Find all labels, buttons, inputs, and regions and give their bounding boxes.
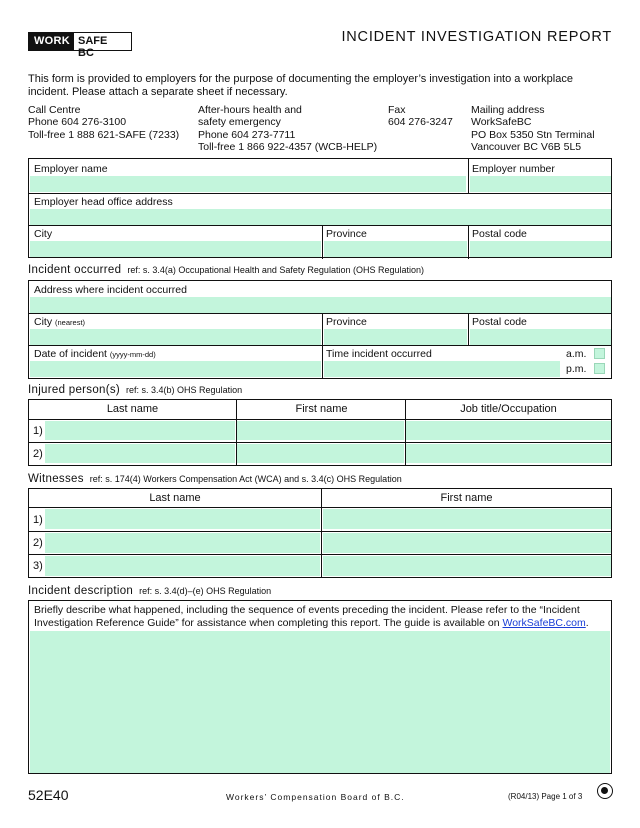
incident-postal-input[interactable] — [470, 329, 611, 345]
logo-safe-text: SAFE BC — [78, 35, 108, 59]
description-section — [28, 600, 612, 774]
description-textarea[interactable] — [30, 631, 610, 773]
contact-call-centre — [28, 104, 179, 141]
description-ref: ref: s. 3.4(d)–(e) OHS Regulation — [139, 586, 272, 596]
am-checkbox[interactable] — [594, 348, 605, 359]
incident-address-label: Address where incident occurred — [34, 284, 187, 296]
witness-row-number: 2) — [33, 537, 43, 549]
witnesses-table — [28, 488, 612, 578]
witness-2-last-input[interactable] — [45, 533, 320, 553]
incident-province-label: Province — [326, 316, 367, 328]
employer-number-label: Employer number — [472, 163, 555, 175]
injured-section-title — [28, 384, 242, 396]
contact-line: Vancouver BC V6B 5L5 — [471, 141, 582, 154]
incident-province-input[interactable] — [324, 329, 467, 345]
incident-address-input[interactable] — [30, 297, 611, 313]
divider — [468, 225, 469, 259]
injured-title: Injured person(s) — [28, 384, 121, 396]
contact-line: Fax — [388, 104, 406, 116]
contact-mailing — [471, 104, 595, 154]
witnesses-col-last: Last name — [149, 492, 201, 504]
employer-city-input[interactable] — [30, 241, 321, 257]
incident-city-input[interactable] — [30, 329, 321, 345]
contact-line: Toll-free 1 888 621-SAFE (7233) — [28, 128, 180, 141]
witness-1-last-input[interactable] — [45, 509, 320, 529]
pm-checkbox[interactable] — [594, 363, 605, 374]
employer-postal-label: Postal code — [472, 228, 527, 240]
divider — [321, 489, 322, 577]
witness-3-last-input[interactable] — [45, 556, 320, 576]
employer-section — [28, 158, 612, 258]
intro-text: This form is provided to employers for the purpose of documenting the employer’s investigation into a workplace incident. Please attach a separate sheet if necessary. — [28, 73, 573, 98]
form-code: 52E40 — [28, 787, 69, 803]
divider — [322, 225, 323, 259]
witnesses-col-first: First name — [440, 492, 493, 504]
contact-line: safety emergency — [198, 116, 281, 129]
page-number: (R04/13) Page 1 of 3 — [508, 792, 583, 801]
employer-name-input[interactable] — [30, 176, 466, 192]
description-text: Briefly describe what happened, including the sequence of events preceding the incident. Please refer to the “Incident Investigation Reference Guide” for assistance when completing this report. The guide is available on — [34, 604, 580, 629]
footer-org: Workers’ Compensation Board of B.C. — [226, 792, 405, 802]
injured-1-first-input[interactable] — [237, 421, 404, 440]
incident-postal-label: Postal code — [472, 316, 527, 328]
contact-line: Call Centre — [28, 104, 81, 116]
description-title: Incident description — [28, 585, 134, 597]
incident-date-label-text: Date of incident — [34, 348, 107, 360]
employer-city-label: City — [34, 228, 53, 240]
injured-1-last-input[interactable] — [45, 421, 235, 440]
injured-col-job: Job title/Occupation — [460, 403, 557, 415]
pm-label: p.m. — [566, 363, 587, 375]
contact-line: Toll-free 1 866 922-4357 (WCB-HELP) — [198, 141, 378, 154]
incident-time-label: Time incident occurred — [326, 348, 432, 360]
witnesses-title: Witnesses — [28, 473, 84, 485]
page-title: INCIDENT INVESTIGATION REPORT — [341, 29, 612, 45]
description-end: . — [585, 617, 589, 629]
injured-col-last: Last name — [106, 403, 159, 415]
worksafebc-link[interactable]: WorkSafeBC.com — [502, 617, 586, 629]
incident-title: Incident occurred — [28, 264, 122, 276]
incident-date-note: (yyyy-mm-dd) — [109, 350, 156, 359]
divider — [468, 313, 469, 346]
witness-1-first-input[interactable] — [323, 509, 611, 529]
incident-city-label-text: City — [34, 316, 53, 328]
injured-2-last-input[interactable] — [45, 444, 235, 463]
description-instructions — [34, 604, 604, 630]
injured-row-number: 2) — [33, 448, 43, 460]
incident-city-note: (nearest) — [55, 318, 86, 327]
contact-line: 604 276-3247 — [388, 116, 453, 129]
contact-line: Phone 604 273-7711 — [198, 128, 296, 141]
logo-work-text: WORK — [29, 33, 74, 50]
witness-2-first-input[interactable] — [323, 533, 611, 553]
injured-2-first-input[interactable] — [237, 444, 404, 463]
worksafebc-logo — [28, 32, 132, 59]
divider — [29, 507, 611, 508]
witnesses-ref: ref: s. 174(4) Workers Compensation Act (WCA) and s. 3.4(c) OHS Regulation — [89, 474, 402, 484]
incident-date-label — [34, 348, 156, 360]
injured-2-job-input[interactable] — [406, 444, 611, 463]
contact-line: Mailing address — [471, 104, 545, 116]
divider — [29, 193, 611, 194]
witness-row-number: 3) — [33, 560, 43, 572]
divider — [29, 225, 611, 226]
injured-1-job-input[interactable] — [406, 421, 611, 440]
witnesses-section-title — [28, 473, 402, 485]
divider — [29, 313, 611, 314]
divider — [468, 159, 469, 193]
employer-address-label: Employer head office address — [34, 196, 173, 208]
contact-line: Phone 604 276-3100 — [28, 116, 127, 129]
injured-col-first: First name — [295, 403, 348, 415]
contact-line: WorkSafeBC — [471, 116, 532, 129]
seal-icon — [597, 783, 613, 799]
employer-province-input[interactable] — [324, 241, 467, 257]
incident-section — [28, 280, 612, 379]
incident-time-input[interactable] — [324, 361, 560, 377]
incident-section-title — [28, 264, 424, 276]
incident-city-label — [34, 316, 85, 328]
employer-province-label: Province — [326, 228, 367, 240]
incident-date-input[interactable] — [30, 361, 321, 377]
injured-row-number: 1) — [33, 425, 43, 437]
divider — [29, 531, 611, 532]
contact-line: After-hours health and — [198, 104, 302, 116]
witness-row-number: 1) — [33, 514, 43, 526]
contact-line: PO Box 5350 Stn Terminal — [471, 128, 595, 141]
witness-3-first-input[interactable] — [323, 556, 611, 576]
injured-ref: ref: s. 3.4(b) OHS Regulation — [126, 385, 243, 395]
divider — [29, 419, 611, 420]
contact-fax — [388, 104, 453, 129]
contact-after-hours — [198, 104, 377, 154]
divider — [29, 554, 611, 555]
injured-table — [28, 399, 612, 466]
description-section-title — [28, 585, 271, 597]
employer-address-input[interactable] — [30, 209, 611, 225]
divider — [29, 345, 611, 346]
employer-number-input[interactable] — [470, 176, 611, 192]
employer-postal-input[interactable] — [470, 241, 611, 257]
employer-name-label: Employer name — [34, 163, 108, 175]
incident-ref: ref: s. 3.4(a) Occupational Health and Safety Regulation (OHS Regulation) — [127, 265, 424, 275]
am-label: a.m. — [566, 348, 587, 360]
divider — [29, 442, 611, 443]
